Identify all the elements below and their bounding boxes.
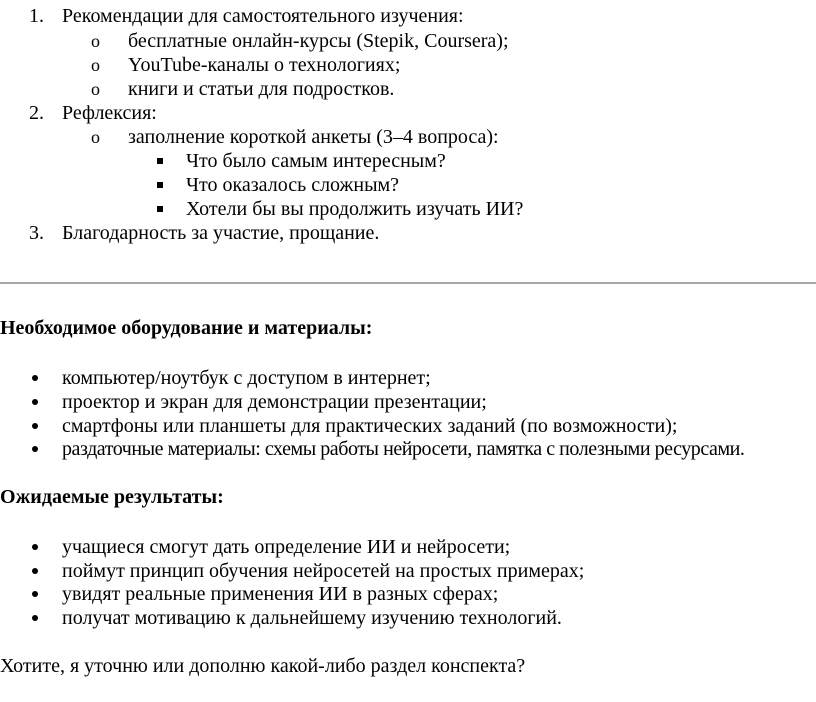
results-heading: Ожидаемые результаты: [0, 486, 224, 508]
sub-item-text: YouTube-каналы о технологиях; [128, 54, 401, 76]
list-number: 2. [29, 102, 44, 124]
round-bullet-icon [32, 615, 38, 621]
list-item-text: получат мотивацию к дальнейшему изучению технологий. [62, 607, 562, 629]
list-number: 3. [29, 222, 44, 244]
horizontal-divider [0, 282, 816, 284]
round-bullet-icon [32, 446, 38, 452]
list-item-text: увидят реальные применения ИИ в разных сферах; [62, 583, 499, 605]
circle-bullet-icon: o [91, 79, 100, 99]
sub-item-text: заполнение короткой анкеты (3–4 вопроса): [128, 126, 499, 148]
round-bullet-icon [32, 375, 38, 381]
square-bullet-icon [157, 182, 163, 188]
outline-item-text: Рекомендации для самостоятельного изучения: [62, 5, 464, 27]
list-item-text: компьютер/ноутбук с доступом в интернет; [62, 367, 431, 389]
list-item-text: смартфоны или планшеты для практических заданий (по возможности); [62, 415, 678, 437]
equipment-heading: Необходимое оборудование и материалы: [0, 317, 373, 339]
square-bullet-icon [157, 206, 163, 212]
list-number: 1. [29, 5, 44, 27]
square-bullet-icon [157, 158, 163, 164]
round-bullet-icon [32, 591, 38, 597]
outline-item-text: Рефлексия: [62, 102, 157, 124]
sub-sub-item-text: Что было самым интересным? [186, 150, 446, 172]
sub-item-text: книги и статьи для подростков. [128, 78, 395, 100]
list-item-text: учащиеся смогут дать определение ИИ и нейросети; [62, 536, 511, 558]
list-item-text: проектор и экран для демонстрации презентации; [62, 391, 487, 413]
round-bullet-icon [32, 423, 38, 429]
closing-question: Хотите, я уточню или дополню какой-либо раздел конспекта? [0, 655, 526, 677]
sub-item-text: бесплатные онлайн-курсы (Stepik, Coursera); [128, 30, 509, 52]
outline-item-text: Благодарность за участие, прощание. [62, 222, 380, 244]
sub-sub-item-text: Хотели бы вы продолжить изучать ИИ? [186, 198, 524, 220]
circle-bullet-icon: o [91, 31, 100, 51]
sub-sub-item-text: Что оказалось сложным? [186, 174, 400, 196]
round-bullet-icon [32, 399, 38, 405]
list-item-text: раздаточные материалы: схемы работы нейросети, памятка с полезными ресурсами. [62, 438, 745, 460]
circle-bullet-icon: o [91, 127, 100, 147]
circle-bullet-icon: o [91, 55, 100, 75]
round-bullet-icon [32, 544, 38, 550]
round-bullet-icon [32, 568, 38, 574]
list-item-text: поймут принцип обучения нейросетей на простых примерах; [62, 560, 585, 582]
